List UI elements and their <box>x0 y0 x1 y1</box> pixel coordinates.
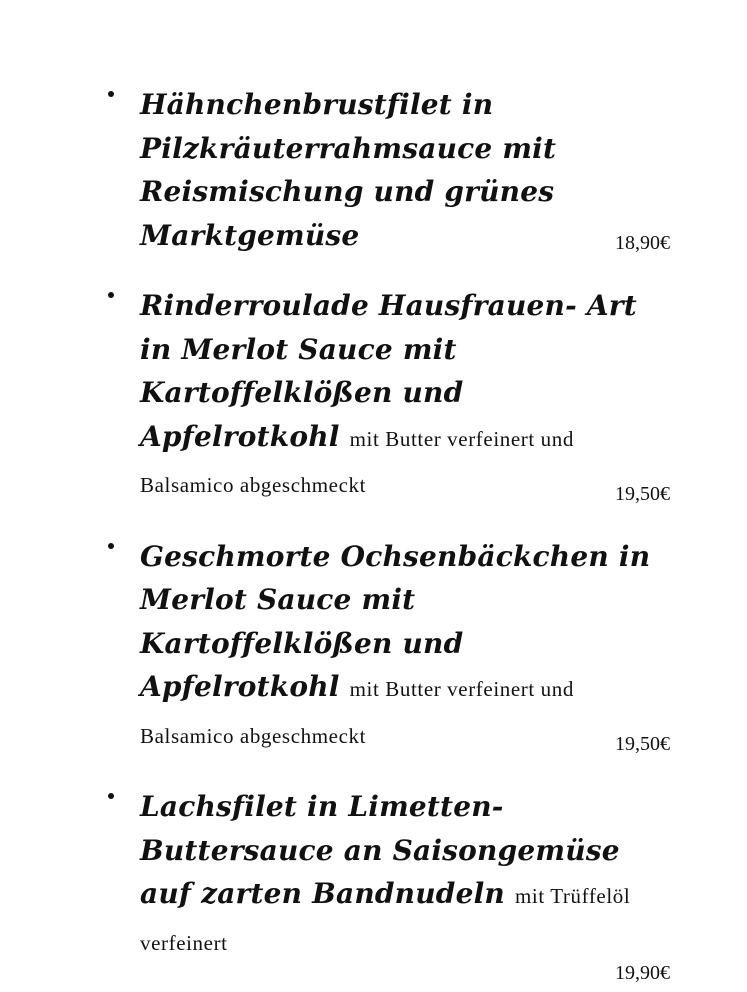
bullet-icon <box>108 292 114 298</box>
dish-price: 19,50€ <box>615 733 670 755</box>
menu-item-rinderroulade <box>0 284 747 508</box>
dish-note: mit Butter verfeinert und Balsamico abgeschmeckt <box>140 677 574 748</box>
dish-title: Geschmorte Ochsenbäckchen in Merlot Sauce mit Kartoffelklößen und Apfelrotkohl <box>140 539 651 703</box>
dish-description <box>140 284 670 508</box>
bullet-icon <box>108 91 114 97</box>
dish-description <box>140 785 670 965</box>
dish-title: Hähnchenbrustfilet in Pilzkräuterrahmsauce mit Reismischung und grünes Marktgemüse <box>140 88 557 252</box>
dish-description <box>140 83 670 257</box>
bullet-icon <box>108 543 114 549</box>
dish-title: Rinderroulade Hausfrauen- Art in Merlot Sauce mit Kartoffelklößen und Apfelrotkohl <box>140 289 637 453</box>
bullet-icon <box>108 793 114 799</box>
menu-list <box>0 83 747 992</box>
dish-price: 19,50€ <box>615 482 670 505</box>
dish-title: Lachsfilet in Limetten- Buttersauce an Saisongemüse auf zarten Bandnudeln <box>140 790 620 910</box>
dish-price: 18,90€ <box>615 232 670 254</box>
menu-item-ochsenbaeckchen <box>0 535 747 759</box>
dish-price: 19,90€ <box>615 962 670 984</box>
dish-description <box>140 535 670 759</box>
dish-note: mit Butter verfeinert und Balsamico abgeschmeckt <box>140 426 574 497</box>
dish-note: mit Trüffelöl verfeinert <box>140 884 631 955</box>
menu-item-lachsfilet <box>0 785 747 984</box>
menu-item-haehnchenbrustfilet <box>0 83 747 257</box>
